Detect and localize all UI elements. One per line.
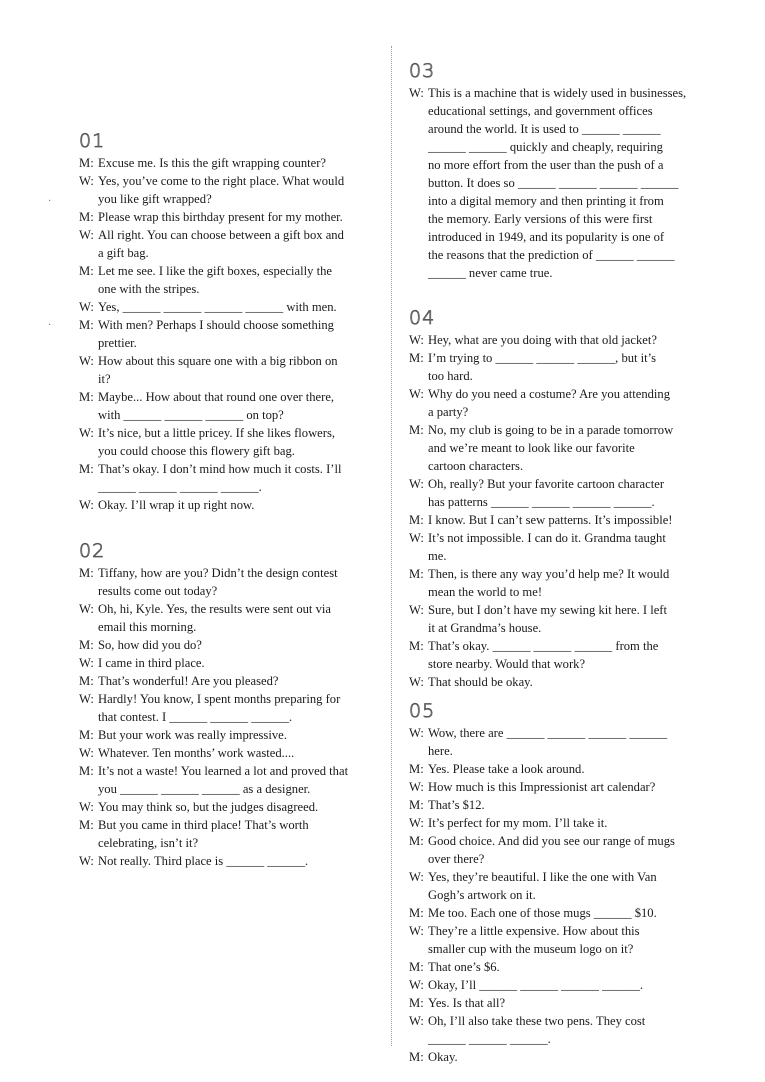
dialogue-line (409, 439, 693, 457)
dialogue-line (409, 619, 693, 637)
line-text: me. (428, 549, 447, 563)
dialogue-line (409, 724, 693, 742)
line-text: and we’re meant to look like our favorite (428, 441, 635, 455)
line-text: So, how did you do? (98, 638, 202, 652)
line-text: It’s nice, but a little pricey. If she likes flowers, (98, 426, 335, 440)
section-02 (79, 538, 365, 870)
line-text: Oh, hi, Kyle. Yes, the results were sent out via (98, 602, 331, 616)
speaker-label (79, 334, 98, 352)
line-text: it? (98, 372, 111, 386)
line-text: here. (428, 744, 453, 758)
line-text: Okay. (428, 1050, 458, 1064)
speaker-label (409, 655, 428, 673)
speaker-label: M: (79, 156, 94, 170)
dialogue-line (79, 708, 365, 726)
speaker-label (409, 192, 428, 210)
dialogue-line (79, 442, 365, 460)
line-text: you could choose this flowery gift bag. (98, 444, 295, 458)
line-text: a party? (428, 405, 469, 419)
speaker-label (79, 478, 98, 496)
line-text: Wow, there are ______ ______ ______ ______ (428, 726, 668, 740)
dialogue-line (79, 460, 365, 478)
speaker-label: M: (79, 264, 94, 278)
dialogue-line (79, 852, 365, 870)
speaker-label (409, 439, 428, 457)
line-text: Gogh’s artwork on it. (428, 888, 536, 902)
line-text: Let me see. I like the gift boxes, especially the (98, 264, 332, 278)
speaker-label (409, 174, 428, 192)
speaker-label: M: (79, 728, 94, 742)
speaker-label (409, 583, 428, 601)
line-text: You may think so, but the judges disagreed. (98, 800, 319, 814)
dialogue-line (409, 601, 693, 619)
line-text: I came in third place. (98, 656, 205, 670)
dialogue-line (409, 385, 693, 403)
speaker-label: M: (79, 638, 94, 652)
line-text: a gift bag. (98, 246, 149, 260)
line-text: All right. You can choose between a gift box and (98, 228, 344, 242)
speaker-label: M: (409, 834, 424, 848)
dialogue-line (409, 349, 693, 367)
line-text: Yes, you’ve come to the right place. What would (98, 174, 345, 188)
speaker-label (409, 102, 428, 120)
dialogue-line (79, 780, 365, 798)
speaker-label: W: (409, 86, 424, 100)
speaker-label: M: (409, 351, 424, 365)
line-text: It’s not impossible. I can do it. Grandma taught (428, 531, 666, 545)
speaker-label (409, 367, 428, 385)
dialogue-line (409, 529, 693, 547)
dialogue-line (79, 816, 365, 834)
speaker-label: W: (79, 854, 94, 868)
dialogue-line (79, 564, 365, 582)
dialogue-line (79, 244, 365, 262)
dialogue-line (409, 1012, 693, 1030)
dialogue-line (409, 796, 693, 814)
dialogue-line (79, 636, 365, 654)
line-text: has patterns ______ ______ ______ ______. (428, 495, 655, 509)
speaker-label: W: (409, 978, 424, 992)
speaker-label (79, 708, 98, 726)
dialogue-line (409, 84, 693, 102)
speaker-label: M: (409, 1050, 424, 1064)
dialogue-line (409, 192, 693, 210)
speaker-label: W: (79, 300, 94, 314)
speaker-label: M: (409, 639, 424, 653)
speaker-label (79, 834, 98, 852)
speaker-label (409, 228, 428, 246)
line-text: That’s $12. (428, 798, 485, 812)
section-01 (79, 128, 365, 514)
section-05 (409, 698, 693, 1066)
dialogue-line (409, 475, 693, 493)
line-text: one with the stripes. (98, 282, 200, 296)
dialogue-line (79, 262, 365, 280)
speaker-label: M: (409, 423, 424, 437)
speaker-label (409, 547, 428, 565)
line-text: It’s not a waste! You learned a lot and proved that (98, 764, 349, 778)
speaker-label: M: (79, 674, 94, 688)
dialogue-line (409, 655, 693, 673)
speaker-label (409, 457, 428, 475)
speaker-label (409, 156, 428, 174)
line-text: That’s okay. ______ ______ ______ from the (428, 639, 659, 653)
speaker-label (409, 403, 428, 421)
speaker-label (409, 493, 428, 511)
line-text: into a digital memory and then printing it from (428, 194, 664, 208)
dialogue-line (409, 1030, 693, 1048)
line-text: How about this square one with a big ribbon on (98, 354, 338, 368)
speaker-label: M: (79, 764, 94, 778)
speaker-label: W: (79, 692, 94, 706)
speaker-label (79, 280, 98, 298)
dialogue-line (409, 814, 693, 832)
dialogue-line (79, 672, 365, 690)
line-text: ______ ______ ______ ______. (98, 480, 262, 494)
speaker-label: W: (409, 780, 424, 794)
line-text: That’s wonderful! Are you pleased? (98, 674, 279, 688)
line-text: prettier. (98, 336, 137, 350)
speaker-label (409, 886, 428, 904)
speaker-label: M: (409, 762, 424, 776)
dialogue-line (409, 493, 693, 511)
dialogue-line (79, 762, 365, 780)
line-text: That’s okay. I don’t mind how much it costs. I’ll (98, 462, 342, 476)
section-number: 01 (79, 130, 106, 152)
dialogue-line (409, 331, 693, 349)
speaker-label (79, 244, 98, 262)
speaker-label: M: (79, 566, 94, 580)
dialogue-line (409, 958, 693, 976)
section-number: 04 (409, 307, 436, 329)
dialogue-line (79, 406, 365, 424)
dialogue-line (409, 174, 693, 192)
speaker-label: W: (79, 354, 94, 368)
line-text: Not really. Third place is ______ ______. (98, 854, 309, 868)
line-text: educational settings, and government offices (428, 104, 653, 118)
line-text: Yes. Is that all? (428, 996, 506, 1010)
speaker-label (409, 210, 428, 228)
line-text: Okay, I’ll ______ ______ ______ ______. (428, 978, 644, 992)
line-text: Me too. Each one of those mugs ______ $10. (428, 906, 657, 920)
dialogue-line (409, 673, 693, 691)
line-text: Tiffany, how are you? Didn’t the design contest (98, 566, 338, 580)
dialogue-line (409, 547, 693, 565)
speaker-label: W: (79, 656, 94, 670)
speaker-label: W: (409, 870, 424, 884)
dialogue-line (79, 618, 365, 636)
speaker-label: M: (409, 567, 424, 581)
dialogue-line (79, 834, 365, 852)
speaker-label: M: (79, 818, 94, 832)
speaker-label (409, 1030, 428, 1048)
line-text: no more effort from the user than the push of a (428, 158, 664, 172)
dialogue-line (79, 208, 365, 226)
dialogue-line (79, 424, 365, 442)
dialogue-line (79, 600, 365, 618)
line-text: That one’s $6. (428, 960, 500, 974)
line-text: Whatever. Ten months’ work wasted.... (98, 746, 295, 760)
dialogue-line (409, 246, 693, 264)
speaker-label: M: (409, 960, 424, 974)
speaker-label: W: (409, 333, 424, 347)
dialogue-line (409, 832, 693, 850)
speaker-label: M: (79, 390, 94, 404)
speaker-label: W: (409, 387, 424, 401)
column-divider (391, 46, 392, 1046)
margin-dot: · (48, 196, 52, 207)
line-text: It’s perfect for my mom. I’ll take it. (428, 816, 608, 830)
dialogue-line (409, 138, 693, 156)
line-text: They’re a little expensive. How about this (428, 924, 640, 938)
dialogue-line (79, 690, 365, 708)
line-text: cartoon characters. (428, 459, 524, 473)
line-text: email this morning. (98, 620, 197, 634)
dialogue-line (79, 172, 365, 190)
line-text: Why do you need a costume? Are you attending (428, 387, 671, 401)
line-text: with ______ ______ ______ on top? (98, 408, 284, 422)
line-text: mean the world to me! (428, 585, 543, 599)
dialogue-line (409, 1048, 693, 1066)
speaker-label (409, 742, 428, 760)
dialogue-line (409, 868, 693, 886)
line-text: around the world. It is used to ______ ______ (428, 122, 661, 136)
speaker-label: W: (409, 816, 424, 830)
section-number: 02 (79, 540, 106, 562)
line-text: results come out today? (98, 584, 218, 598)
line-text: the reasons that the prediction of ______ ______ (428, 248, 675, 262)
margin-dot: · (48, 320, 52, 331)
dialogue-line (79, 226, 365, 244)
line-text: you ______ ______ ______ as a designer. (98, 782, 311, 796)
speaker-label (79, 370, 98, 388)
dialogue-line (409, 403, 693, 421)
dialogue-line (79, 298, 365, 316)
speaker-label: W: (409, 675, 424, 689)
dialogue-line (409, 120, 693, 138)
speaker-label (79, 406, 98, 424)
speaker-label (409, 940, 428, 958)
dialogue-line (409, 102, 693, 120)
line-text: ______ ______ quickly and cheaply, requiring (428, 140, 663, 154)
speaker-label (409, 850, 428, 868)
dialogue-line (409, 742, 693, 760)
dialogue-line (409, 583, 693, 601)
speaker-label: M: (409, 798, 424, 812)
speaker-label: W: (409, 726, 424, 740)
line-text: This is a machine that is widely used in businesses, (428, 86, 687, 100)
speaker-label: W: (409, 531, 424, 545)
dialogue-line (409, 976, 693, 994)
speaker-label: W: (79, 602, 94, 616)
dialogue-line (409, 637, 693, 655)
dialogue-line (79, 190, 365, 208)
speaker-label (79, 582, 98, 600)
speaker-label: W: (409, 477, 424, 491)
dialogue-line (409, 940, 693, 958)
dialogue-line (79, 388, 365, 406)
dialogue-line (79, 280, 365, 298)
speaker-label (409, 246, 428, 264)
line-text: Excuse me. Is this the gift wrapping counter? (98, 156, 327, 170)
dialogue-line (409, 367, 693, 385)
speaker-label (79, 618, 98, 636)
line-text: Hardly! You know, I spent months preparing for (98, 692, 341, 706)
line-text: Okay. I’ll wrap it up right now. (98, 498, 255, 512)
line-text: ______ ______ ______. (428, 1032, 551, 1046)
speaker-label: W: (79, 498, 94, 512)
dialogue-line (409, 904, 693, 922)
speaker-label (409, 120, 428, 138)
dialogue-line (79, 582, 365, 600)
speaker-label: W: (79, 426, 94, 440)
line-text: Yes, ______ ______ ______ ______ with men. (98, 300, 337, 314)
dialogue-line (79, 654, 365, 672)
speaker-label (79, 190, 98, 208)
line-text: Oh, I’ll also take these two pens. They cost (428, 1014, 646, 1028)
section-number: 05 (409, 700, 436, 722)
line-text: No, my club is going to be in a parade tomorrow (428, 423, 674, 437)
speaker-label: W: (409, 1014, 424, 1028)
dialogue-line (409, 850, 693, 868)
line-text: Sure, but I don’t have my sewing kit here. I left (428, 603, 667, 617)
line-text: Yes, they’re beautiful. I like the one with Van (428, 870, 657, 884)
section-number: 03 (409, 60, 436, 82)
speaker-label: M: (79, 210, 94, 224)
section-03 (409, 58, 693, 282)
speaker-label: W: (79, 746, 94, 760)
dialogue-line (79, 352, 365, 370)
line-text: Please wrap this birthday present for my mother. (98, 210, 343, 224)
dialogue-line (79, 496, 365, 514)
dialogue-line (409, 156, 693, 174)
speaker-label: M: (409, 996, 424, 1010)
line-text: button. It does so ______ ______ ______ ______ (428, 176, 679, 190)
speaker-label: M: (409, 513, 424, 527)
line-text: it at Grandma’s house. (428, 621, 542, 635)
line-text: that contest. I ______ ______ ______. (98, 710, 293, 724)
line-text: over there? (428, 852, 485, 866)
line-text: smaller cup with the museum logo on it? (428, 942, 634, 956)
speaker-label: W: (79, 800, 94, 814)
line-text: too hard. (428, 369, 473, 383)
line-text: Oh, really? But your favorite cartoon character (428, 477, 665, 491)
speaker-label: M: (409, 906, 424, 920)
dialogue-line (409, 511, 693, 529)
line-text: But you came in third place! That’s worth (98, 818, 309, 832)
speaker-label (409, 619, 428, 637)
line-text: store nearby. Would that work? (428, 657, 586, 671)
dialogue-line (409, 760, 693, 778)
speaker-label: M: (79, 318, 94, 332)
dialogue-line (409, 421, 693, 439)
line-text: ______ never came true. (428, 266, 553, 280)
speaker-label: W: (79, 228, 94, 242)
line-text: With men? Perhaps I should choose something (98, 318, 334, 332)
dialogue-line (409, 778, 693, 796)
line-text: Yes. Please take a look around. (428, 762, 585, 776)
speaker-label (409, 264, 428, 282)
dialogue-line (409, 922, 693, 940)
dialogue-line (79, 744, 365, 762)
dialogue-line (409, 228, 693, 246)
line-text: But your work was really impressive. (98, 728, 287, 742)
line-text: Then, is there any way you’d help me? It would (428, 567, 670, 581)
dialogue-line (409, 994, 693, 1012)
dialogue-line (409, 264, 693, 282)
line-text: the memory. Early versions of this were first (428, 212, 653, 226)
dialogue-line (409, 886, 693, 904)
dialogue-line (409, 565, 693, 583)
dialogue-line (79, 478, 365, 496)
speaker-label: W: (409, 603, 424, 617)
dialogue-line (79, 798, 365, 816)
line-text: Good choice. And did you see our range of mugs (428, 834, 675, 848)
speaker-label: W: (79, 174, 94, 188)
line-text: How much is this Impressionist art calendar? (428, 780, 656, 794)
speaker-label: W: (409, 924, 424, 938)
line-text: That should be okay. (428, 675, 533, 689)
speaker-label (79, 442, 98, 460)
line-text: Maybe... How about that round one over there, (98, 390, 335, 404)
dialogue-line (79, 316, 365, 334)
line-text: I’m trying to ______ ______ ______, but it’s (428, 351, 657, 365)
dialogue-line (79, 726, 365, 744)
speaker-label (409, 138, 428, 156)
speaker-label (79, 780, 98, 798)
line-text: introduced in 1949, and its popularity is one of (428, 230, 665, 244)
dialogue-line (79, 334, 365, 352)
dialogue-line (79, 154, 365, 172)
line-text: you like gift wrapped? (98, 192, 212, 206)
line-text: I know. But I can’t sew patterns. It’s impossible! (428, 513, 673, 527)
line-text: celebrating, isn’t it? (98, 836, 199, 850)
dialogue-line (79, 370, 365, 388)
section-04 (409, 305, 693, 691)
line-text: Hey, what are you doing with that old jacket? (428, 333, 657, 347)
dialogue-line (409, 210, 693, 228)
speaker-label: M: (79, 462, 94, 476)
dialogue-line (409, 457, 693, 475)
